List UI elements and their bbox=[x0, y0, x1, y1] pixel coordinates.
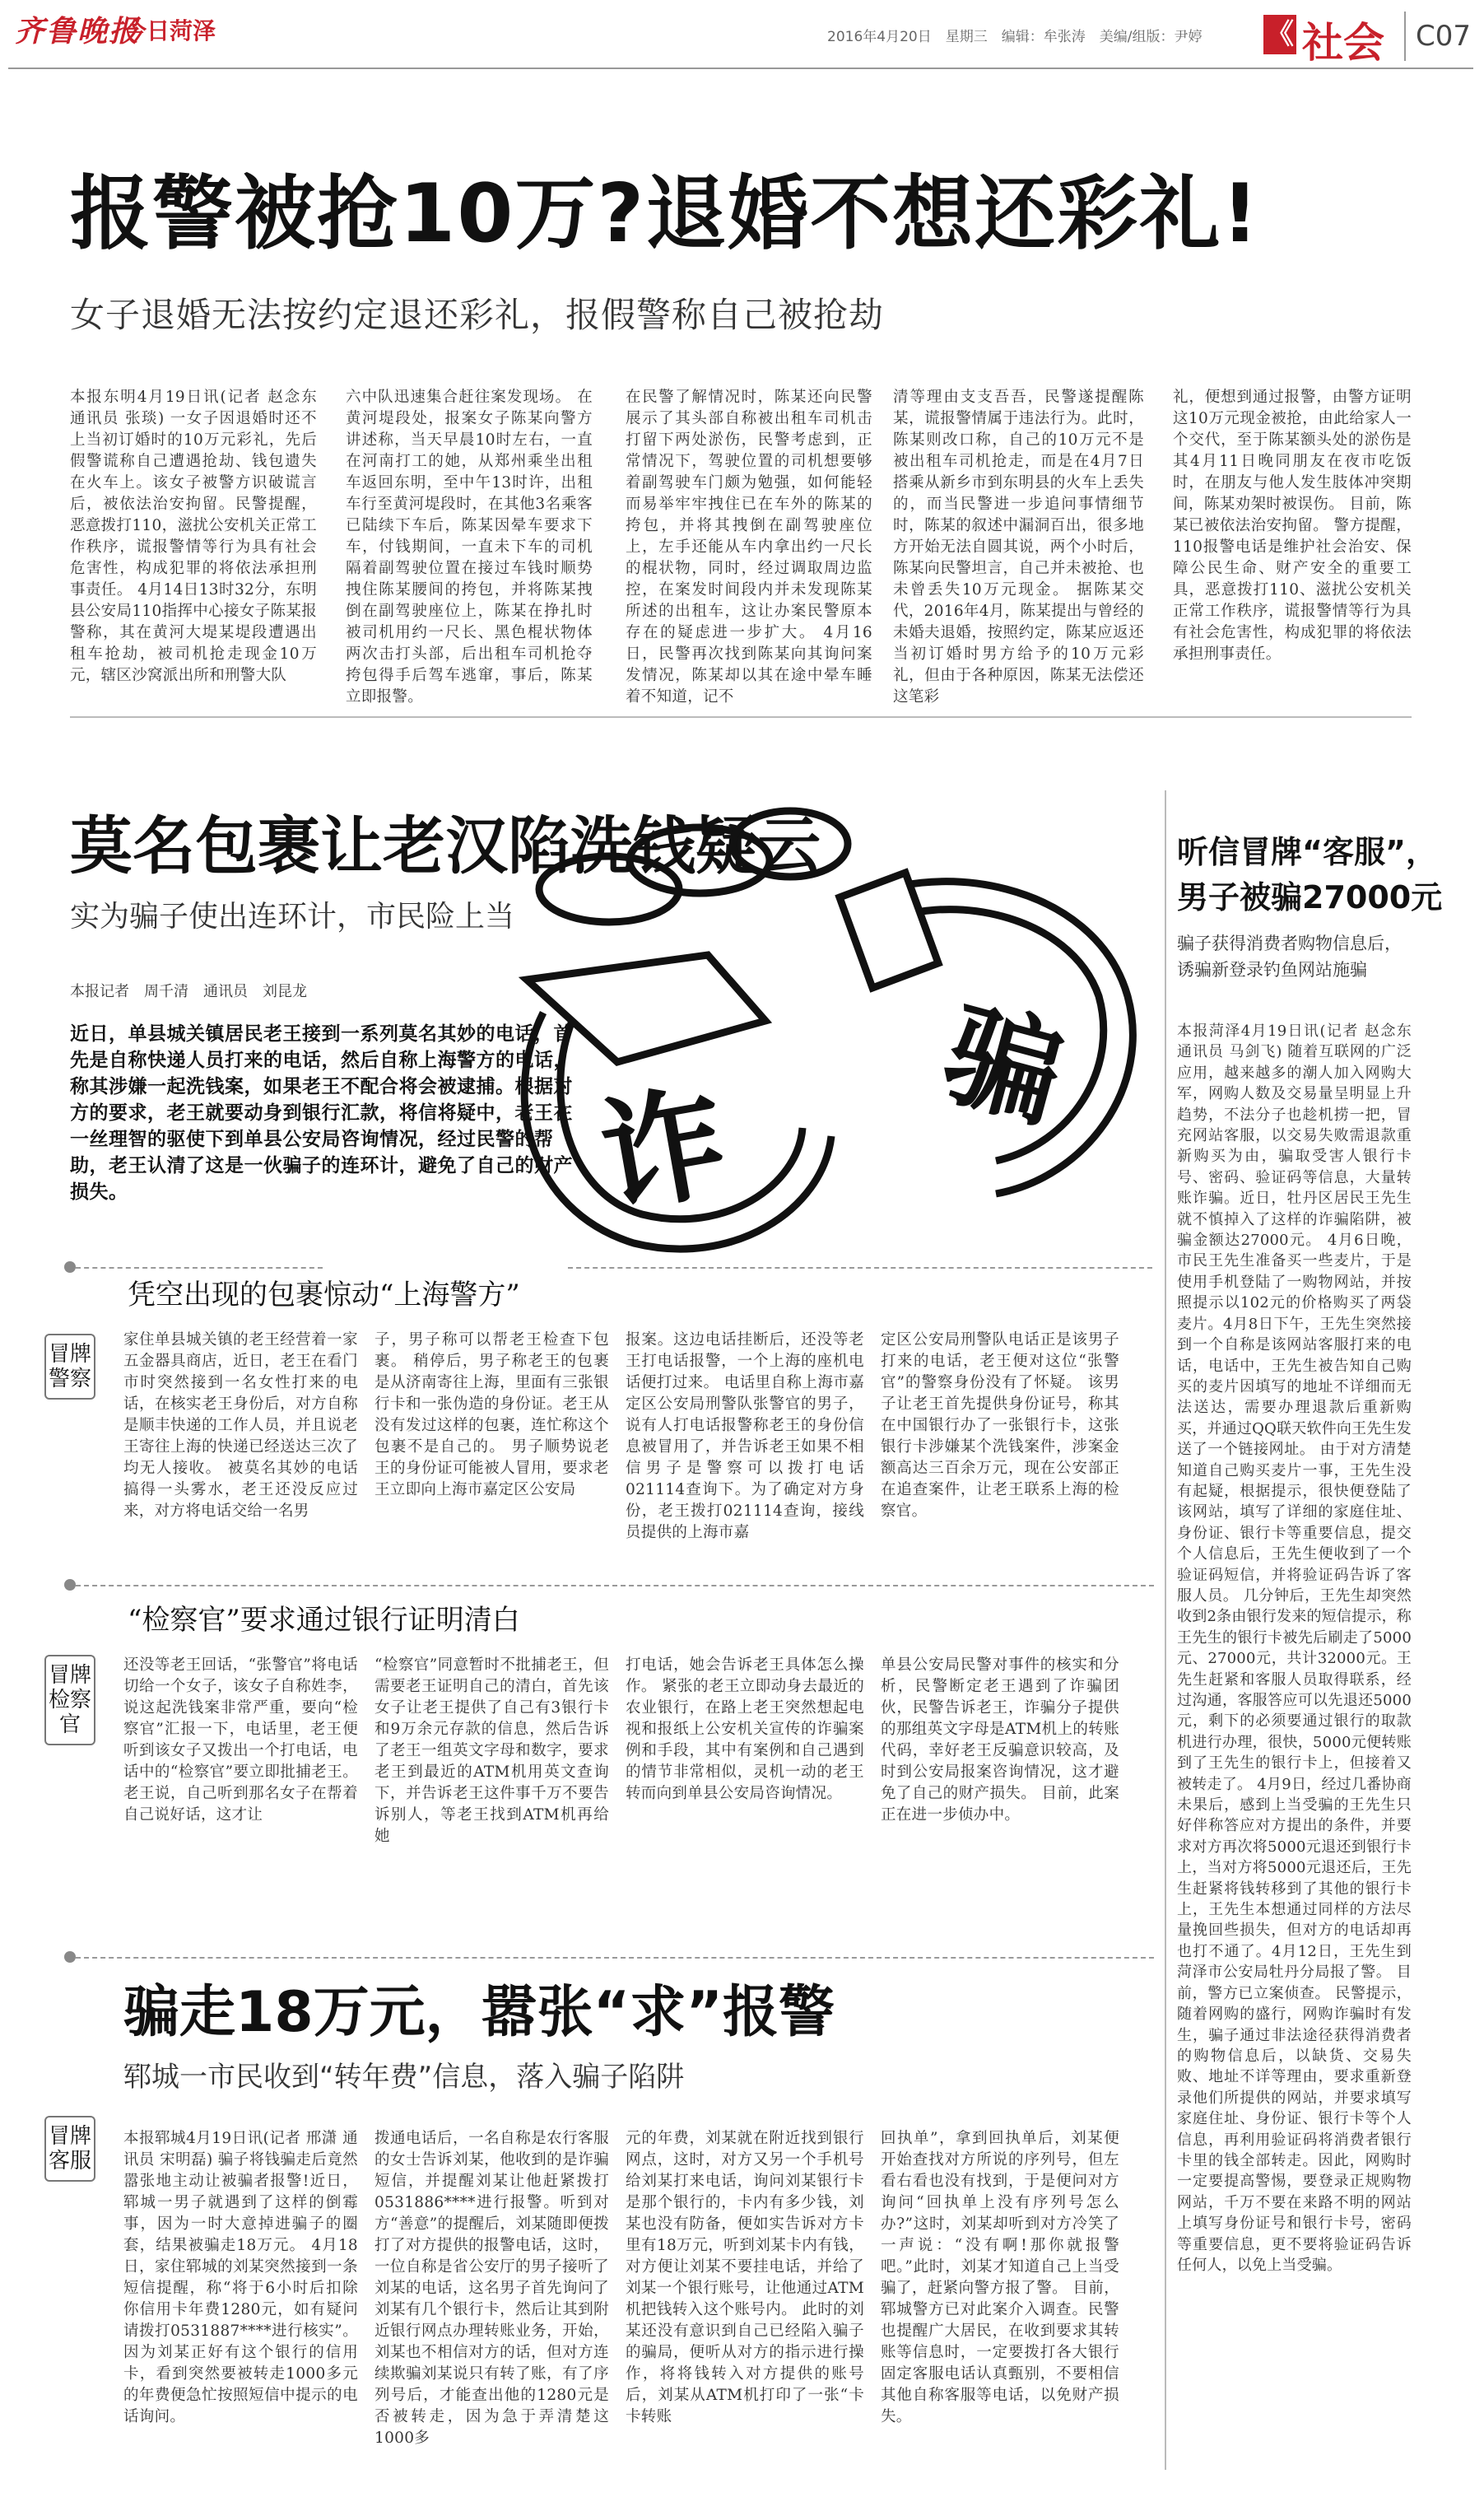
story3-subheadline: 骗子获得消费者购物信息后，诱骗新登录钓鱼网站施骗 bbox=[1177, 934, 1402, 980]
story4-headline: 骗走18万元，嚣张“求”报警 bbox=[123, 1980, 835, 2045]
story2-s1-col-1: 家住单县城关镇的老王经营着一家五金器具商店，近日，老王在看门市时突然接到一名女性打来的电话，在核实老王身份后，对方自称是顺丰快递的工作人员，并且说老王寄往上海的快递已经送达三次了均无人接收。 被莫名其妙的电话搞得一头雾水，老王还没反应过来，对方将电话交给一名男 bbox=[123, 1331, 358, 1520]
story1-column-3: 在民警了解情况时，陈某还向民警展示了其头部自称被出租车司机击打留下两处淤伤，民警考虑到，正常情况下，驾驶位置的司机想要够着副驾驶车门颇为勉强，如何能轻而易举牢牢拽住已在车外的陈某的挎包，并将其拽倒在副驾驶座位上，左手还能从车内拿出约一尺长的棍状物，同时，经过调取周边监控，在案发时间段内并未发现陈某所述的出租车，这让办案民警原本存在的疑虑进一步扩大。 4月16日，民警再次找到陈某向其询问案发情况，陈某却以其在途中晕车睡着不知道，记不 bbox=[626, 389, 872, 706]
section-arrow-icon: 《 bbox=[1263, 15, 1296, 54]
story3-headline-line2: 男子被骗27000元 bbox=[1177, 879, 1443, 915]
story2-section1-subhead: 凭空出现的包裹惊动“上海警方” bbox=[128, 1279, 520, 1311]
story1-column-1: 本报东明4月19日讯(记者 赵念东 通讯员 张琰) 一女子因退婚时还不上当初订婚时的10万元彩礼，先后假警谎称自己遭遇抢劫、钱包遗失在火车上。该女子被警方识破谎言后，被依法治安拘留。民警提醒，恶意拨打110，滋扰公安机关正常工作秩序，谎报警情等行为具有社会危害性，构成犯罪的将依法承担刑事责任。 4月14日13时32分，东明县公安局110指挥中心接女子陈某报警称，其在黄河大堤某堤段遭遇出租车抢劫，被司机抢走现金10万元，辖区沙窝派出所和刑警大队 bbox=[70, 389, 317, 684]
story2-section2-subhead: “检察官”要求通过银行证明清白 bbox=[128, 1604, 520, 1637]
story2-intro: 近日，单县城关镇居民老王接到一系列莫名其妙的电话，首先是自称快递人员打来的电话，然后自称上海警方的电话，称其涉嫌一起洗钱案，如果老王不配合将会被逮捕。根据对方的要求，老王就要动身到银行汇款，将信将疑中，老王在一丝理智的驱使下到单县公安局咨询情况，经过民警的帮助，老王认清了这是一伙骗子的连环计，避免了自己的财产损失。 bbox=[70, 1023, 573, 1203]
newspaper-logo: 齐鲁晚报 bbox=[15, 14, 141, 49]
story1-column-5: 礼，便想到通过报警，由警方证明这10万元现金被抢，由此给家人一个交代，至于陈某额头处的淤伤是其4月11日晚同朋友在夜市吃饭时，在朋友与他人发生肢体冲突期间，陈某劝架时被误伤。 目前，陈某已被依法治安拘留。 警方提醒，110报警电话是维护社会治安、保障公民生命、财产安全的重要工具，恶意拨打110、滋扰公安机关正常工作秩序，谎报警情等行为具有社会危害性，构成犯罪的将依法承担刑事责任。 bbox=[1173, 389, 1412, 663]
section-bullet bbox=[64, 1951, 76, 1963]
sidebar-divider bbox=[1165, 790, 1166, 2470]
story2-s2-col-2: “检察官”同意暂时不批捕老王，但需要老王证明自己的清白，首先该女子让老王提供了自己有3银行卡和9万余元存款的信息，然后告诉了老王一组英文字母和数字，要求老王到最近的ATM机用英文查询下，并告诉老王这件事千万不要告诉别人，等老王找到ATM机再给她 bbox=[374, 1656, 609, 1845]
section-bullet bbox=[64, 1261, 76, 1273]
story2-byline: 本报记者 周千清 通讯员 刘昆龙 bbox=[70, 983, 307, 1000]
section-dash-line bbox=[76, 1957, 1154, 1959]
story2-s1-col-3: 报案。这边电话挂断后，还没等老王打电话报警，一个上海的座机电话便打过来。 电话里自称上海市嘉定区公安局刑警队张警官的男子，说有人打电话报警称老王的身份信息被冒用了，并告诉老王如果不相信男子是警察可以拨打电话021114查询下。为了确定对方身份，老王拨打021114查询，接线员提供的上海市嘉 bbox=[626, 1331, 864, 1541]
story4-subheadline: 郓城一市民收到“转年费”信息，落入骗子陷阱 bbox=[123, 2061, 685, 2094]
zha-character: 诈 bbox=[590, 1069, 737, 1232]
story2-s2-col-1: 还没等老王回话，“张警官”将电话切给一个女子，该女子自称姓李，说这起洗钱案非常严重，要向“检察官”汇报一下，电话里，老王便听到该女子又拨出一个打电话，电话中的“检察官”要立即批捕老王。 老王说，自己听到那名女子在帮着自己说好话，这才让 bbox=[123, 1656, 358, 1824]
edition-name: 今日菏泽 bbox=[123, 17, 216, 44]
header-rule bbox=[8, 68, 1473, 69]
story2-s2-col-3: 打电话，她会告诉老王具体怎么操作。 紧张的老王立即动身去最近的农业银行，在路上老王突然想起电视和报纸上公安机关宣传的诈骗案例和手段，其中有案例和自己遇到的情节非常相似，灵机一动的老王转而向到单县公安局咨询情况。 bbox=[626, 1656, 864, 1802]
section-bullet bbox=[64, 1579, 76, 1591]
story-divider bbox=[70, 716, 1412, 718]
tab-fake-police: 冒牌警察 bbox=[44, 1334, 95, 1400]
story2-s1-col-2: 子，男子称可以帮老王检查下包裹。 稍停后，男子称老王的包裹是从济南寄往上海，里面有三张银行卡和一张伪造的身份证。老王从没有发过这样的包裹，连忙称这个包裹不是自己的。 男子顺势说老王的身份证可能被人冒用，要求老王立即向上海市嘉定区公安局 bbox=[374, 1331, 609, 1498]
story2-s1-col-4: 定区公安局刑警队电话正是该男子打来的电话，老王便对这位“张警官”的警察身份没有了怀疑。 该男子让老王首先提供身份证号，称其在中国银行办了一张银行卡，这张银行卡涉嫌某个洗钱案件，涉案金额高达三百余万元，现在公安部正在追查案件，让老王联系上海的检察官。 bbox=[881, 1331, 1119, 1520]
story3-headline-line1: 听信冒牌“客服”， bbox=[1177, 834, 1437, 870]
story4-column-3: 元的年费，刘某就在附近找到银行网点，这时，对方又另一个手机号给刘某打来电话，询问刘某银行卡是那个银行的，卡内有多少钱，刘某也没有防备，便如实告诉对方卡里有18万元，听到刘某卡内有钱，对方便让刘某不要挂电话，并给了刘某一个银行账号，让他通过ATM机把钱转入这个账号内。 此时的刘某还没有意识到自己已经陷入骗子的骗局，便听从对方的指示进行操作，将将钱转入对方提供的账号后，刘某从ATM机打印了一张“卡卡转账 bbox=[626, 2130, 864, 2425]
tab-fake-customer-service: 冒牌客服 bbox=[44, 2116, 95, 2182]
story1-column-4: 清等理由支支吾吾，民警遂提醒陈某，谎报警情属于违法行为。此时，陈某则改口称，自己的10万元不是被出租车司机抢走，而是在4月7日搭乘从新乡市到东明县的火车上丢失的，而当民警进一步追问事情细节时，陈某的叙述中漏洞百出，很多地方开始无法自圆其说，两个小时后，陈某向民警坦言，自己并未被抢、也未曾丢失10万元现金。 据陈某交代，2016年4月，陈某提出与曾经的未婚夫退婚，按照约定，陈某应返还当初订婚时男方给予的10万元彩礼，但由于各种原因，陈某无法偿还这笔彩 bbox=[893, 389, 1144, 706]
section-dash-line bbox=[568, 1267, 1152, 1269]
story2-s2-col-4: 单县公安局民警对事件的核实和分析，民警断定老王遇到了诈骗团伙，民警告诉老王，诈骗分子提供的那组英文字母是ATM机上的转账代码，幸好老王反骗意识较高，及时到公安局报案咨询情况，这才避免了自己的财产损失。 目前，此案正在进一步侦办中。 bbox=[881, 1656, 1119, 1824]
date-editor-line: 2016年4月20日 星期三 编辑：牟张涛 美编/组版：尹婷 bbox=[827, 29, 1203, 45]
pian-character: 骗 bbox=[930, 986, 1077, 1146]
story1-column-2: 六中队迅速集合赶往案发现场。 在黄河堤段处，报案女子陈某向警方讲述称，当天早晨10时左右，一直在河南打工的她，从郑州乘坐出租车返回东明，至中午13时许，出租车行至黄河堤段时，在其他3名乘客已陆续下车后，陈某因晕车要求下车，付钱期间，一直未下车的司机隔着副驾驶位置在接过车钱时顺势拽住陈某腰间的挎包，并将陈某拽倒在副驾驶座位上，陈某在挣扎时被司机用约一尺长、黑色棍状物体两次击打头部，后出租车司机抢夺挎包得手后驾车逃窜，事后，陈某立即报警。 bbox=[346, 389, 593, 706]
story1-headline: 报警被抢10万?退婚不想还彩礼! bbox=[70, 167, 1260, 261]
page-number: C07 bbox=[1416, 20, 1472, 53]
story4-column-2: 拨通电话后，一名自称是农行客服的女士告诉刘某，他收到的是诈骗短信，并提醒刘某让他赶紧拨打0531886****进行报警。听到对方“善意”的提醒后，刘某随即便拨打了对方提供的报警电话，这时，一位自称是省公安厅的男子接听了刘某的电话，这名男子首先询问了刘某有几个银行卡，然后让其到附近银行网点办理转账业务，开始，刘某也不相信对方的话，但对方连续欺骗刘某说只有转了账，有了序列号后，才能查出他的1280元是否被转走，因为急于弄清楚这1000多 bbox=[374, 2130, 609, 2447]
story2-subheadline: 实为骗子使出连环计，市民险上当 bbox=[70, 900, 515, 934]
tab-fake-prosecutor: 冒牌检察官 bbox=[44, 1655, 95, 1745]
handcuffs-illustration bbox=[494, 749, 1169, 1309]
story2-headline: 莫名包裹让老汉陷洗钱疑云 bbox=[70, 809, 821, 883]
section-title: 社会 bbox=[1302, 19, 1384, 67]
story4-column-4: 回执单”，拿到回执单后，刘某便开始查找对方所说的序列号，但左看右看也没有找到，于是便问对方询问“回执单上没有序列号怎么办?”这时，刘某却听到对方冷笑了一声说：“没有啊!那你就报警吧。”此时，刘某才知道自己上当受骗了，赶紧向警方报了警。 目前，郓城警方已对此案介入调查。民警也提醒广大居民，在收到要求其转账等信息时，一定要拨打各大银行固定客服电话认真甄别，不要相信其他自称客服等电话，以免财产损失。 bbox=[881, 2130, 1119, 2425]
section-dash-line bbox=[76, 1267, 323, 1269]
story4-column-1: 本报郓城4月19日讯(记者 邢潇 通讯员 宋明磊) 骗子将钱骗走后竟然嚣张地主动让被骗者报警!近日，郓城一男子就遇到了这样的倒霉事，因为一时大意掉进骗子的圈套，结果被骗走18万元。 4月18日，家住郓城的刘某突然接到一条短信提醒，称“将于6小时后扣除你信用卡年费1280元，如有疑问请拨打0531887****进行核实”。因为刘某正好有这个银行的信用卡，看到突然要被转走1000多元的年费便急忙按照短信中提示的电话询问。 bbox=[123, 2130, 358, 2425]
section-dash-line bbox=[76, 1585, 1154, 1586]
header-divider bbox=[1404, 12, 1406, 61]
story3-body: 本报菏泽4月19日讯(记者 赵念东 通讯员 马剑飞) 随着互联网的广泛应用，越来越多的潮人加入网购大军，网购人数及交易量呈明显上升趋势，不法分子也趁机捞一把，冒充网站客服，以交易失败需退款重新购买为由，骗取受害人银行卡号、密码、验证码等信息，大量转账诈骗。近日，牡丹区居民王先生就不慎掉入了这样的诈骗陷阱，被骗金额达27000元。 4月6日晚，市民王先生准备买一些麦片，于是使用手机登陆了一购物网站，并按照提示以102元的价格购买了两袋麦片。4月8日下午，王先生突然接到一个自称是该网站客服打来的电话，电话中，王先生被告知自己购买的麦片因填写的地址不详细而无法送达，需要办理退款后重新购买，并通过QQ联天软件向王先生发送了一个链接网址。 由于对方清楚知道自己购买麦片一事，王先生没有起疑，根据提示，很快便登陆了该网站，填写了详细的家庭住址、身份证、银行卡等重要信息，提交个人信息后，王先生便收到了一个验证码短信，并将验证码告诉了客服人员。 几分钟后，王先生却突然收到2条由银行发来的短信提示，称王先生的银行卡被先后刷走了5000元、27000元，共计32000元。王先生赶紧和客服人员取得联系，经过沟通，客服答应可以先退还5000元，剩下的必须要通过银行的取款机进行办理，很快，5000元便转账到了王先生的银行卡上，但接着又被转走了。 4月9日，经过几番协商未果后，感到上当受骗的王先生只好伴称答应对方提出的条件，并要求对方再次将5000元退还到银行卡上，当对方将5000元退还后，王先生赶紧将钱转移到了其他的银行卡上，王先生本想通过同样的方法尽量挽回些损失，但对方的电话却再也打不通了。4月12日，王先生到菏泽市公安局牡丹分局报了警。 目前，警方已立案侦查。 民警提示，随着网购的盛行，网购诈骗时有发生，骗子通过非法途径获得消费者的购物信息后，以缺货、交易失败、地址不详等理由，要求重新登录他们所提供的网站，并要求填写家庭住址、身份证、银行卡等个人信息，再利用验证码将消费者银行卡里的钱全部转走。因此，网购时一定要提高警惕，要登录正规购物网站，千万不要在来路不明的网站上填写身份证号和银行卡号，密码等重要信息，更不要将验证码告诉任何人，以免上当受骗。 bbox=[1177, 1023, 1412, 2274]
story1-subheadline: 女子退婚无法按约定退还彩礼，报假警称自己被抢劫 bbox=[70, 295, 885, 335]
